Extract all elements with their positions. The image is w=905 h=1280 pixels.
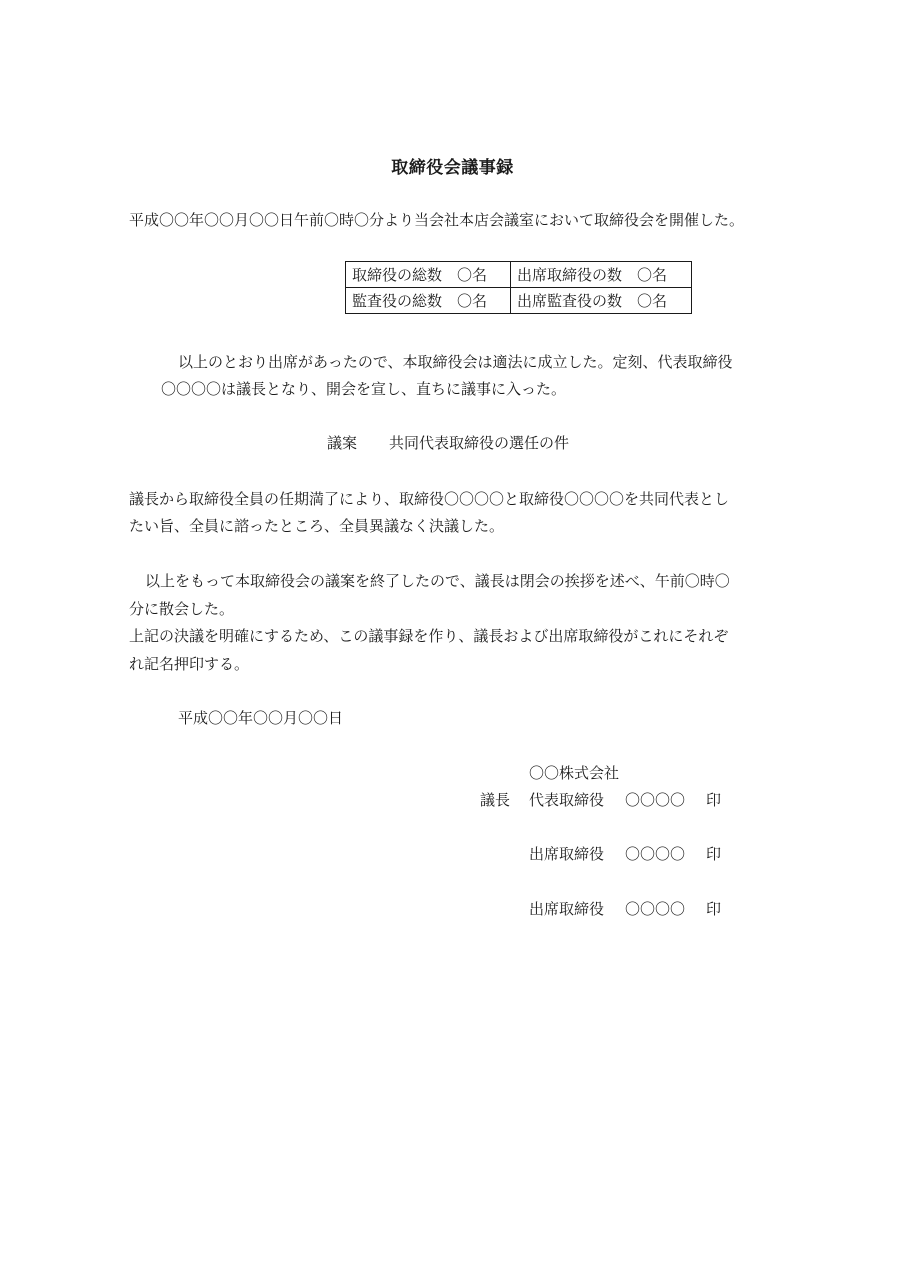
seal-mark: 印 (706, 791, 722, 809)
company-name: 〇〇株式会社 (529, 764, 620, 782)
closing-text-line-1: 以上をもって本取締役会の議案を終了したので、議長は閉会の挨拶を述べ、午前〇時〇 (145, 572, 730, 590)
table-row (346, 288, 692, 314)
closing-text-line-2: 分に散会した。 (129, 600, 235, 618)
quorum-text-line-1: 以上のとおり出席があったので、本取締役会は適法に成立した。定刻、代表取締役 (178, 353, 733, 371)
seal-mark: 印 (706, 900, 722, 918)
signature-name: 〇〇〇〇 (625, 791, 686, 809)
opening-paragraph: 平成〇〇年〇〇月〇〇日午前〇時〇分より当会社本店会議室において取締役会を開催した。 (129, 211, 745, 229)
quorum-text-line-2: 〇〇〇〇は議長となり、開会を宣し、直ちに議事に入った。 (161, 380, 567, 398)
attendance-table (345, 261, 692, 314)
agenda-label: 議案 (327, 434, 358, 452)
resolution-text-line-2: たい旨、全員に諮ったところ、全員異議なく決議した。 (129, 517, 505, 535)
resolution-text-line-1: 議長から取締役全員の任期満了により、取締役〇〇〇〇と取締役〇〇〇〇を共同代表とし (129, 490, 730, 508)
record-text-line-2: れ記名押印する。 (129, 655, 250, 673)
table-row (346, 262, 692, 288)
record-text-line-1: 上記の決議を明確にするため、この議事録を作り、議長および出席取締役がこれにそれぞ (129, 627, 729, 645)
agenda-title: 共同代表取締役の選任の件 (389, 434, 570, 452)
table-cell-auditors-total: 監査役の総数 〇名 (346, 288, 511, 314)
signature-name: 〇〇〇〇 (625, 900, 686, 918)
signature-role: 出席取締役 (529, 900, 605, 918)
document-title: 取締役会議事録 (391, 158, 514, 178)
signature-role: 出席取締役 (529, 845, 605, 863)
table-cell-directors-total: 取締役の総数 〇名 (346, 262, 511, 288)
meeting-date: 平成〇〇年〇〇月〇〇日 (178, 709, 344, 727)
signature-name: 〇〇〇〇 (625, 845, 686, 863)
chair-label: 議長 (480, 791, 511, 809)
seal-mark: 印 (706, 845, 722, 863)
table-cell-directors-present: 出席取締役の数 〇名 (511, 262, 692, 288)
signature-role: 代表取締役 (529, 791, 605, 809)
table-cell-auditors-present: 出席監査役の数 〇名 (511, 288, 692, 314)
